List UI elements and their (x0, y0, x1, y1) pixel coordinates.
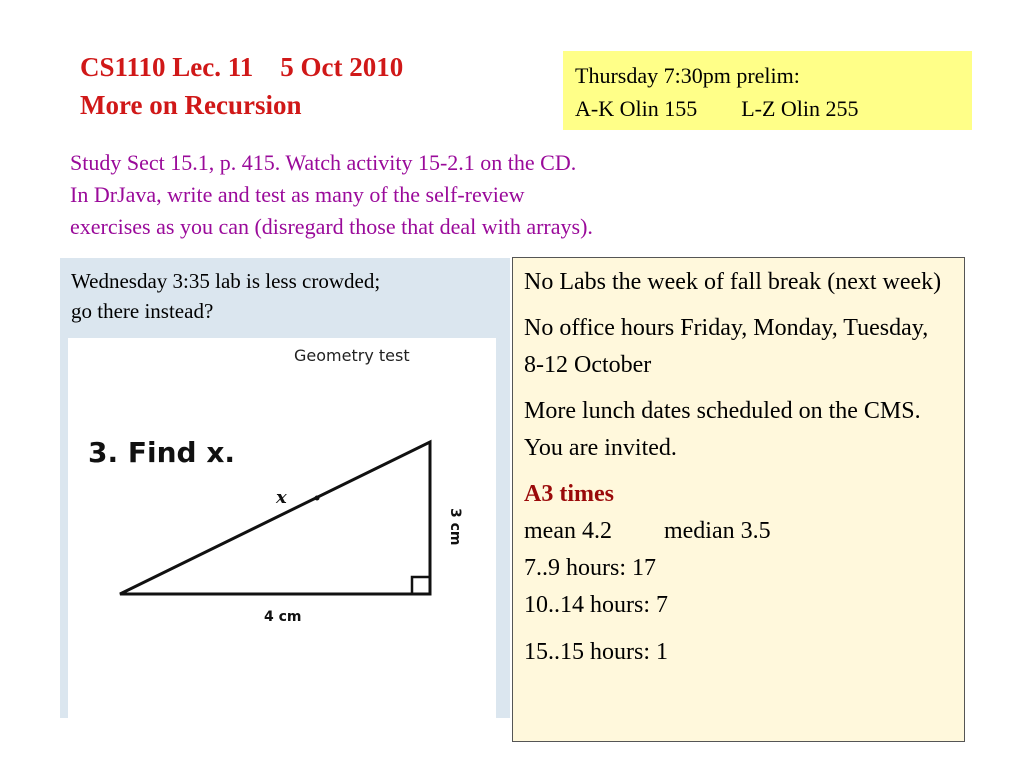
a3-range-1: 7..9 hours: 17 (524, 555, 656, 581)
study-instructions (70, 147, 770, 243)
right-angle-marker (412, 577, 430, 594)
a3-times-section (524, 476, 953, 671)
hypotenuse-label: x (276, 487, 287, 508)
labs-announcement: No Labs the week of fall break (next week) (524, 269, 942, 295)
office-hours-announcement: No office hours Friday, Monday, Tuesday, 8-12 October (524, 315, 929, 378)
study-line-1: Study Sect 15.1, p. 415. Watch activity 15-2.1 on the CD. (70, 150, 577, 175)
prelim-time: Thursday 7:30pm prelim: (575, 63, 800, 88)
lunch-announcement: More lunch dates scheduled on the CMS. You are invited. (524, 398, 921, 461)
base-side-label: 4 cm (264, 609, 302, 625)
lab-note-line-1: Wednesday 3:35 lab is less crowded; (71, 269, 381, 293)
question-label: 3. Find x. (88, 436, 236, 469)
a3-range-3: 15..15 hours: 1 (524, 639, 668, 665)
lab-note (60, 258, 510, 334)
a3-times-heading: A3 times (524, 481, 614, 507)
study-line-3: exercises as you can (disregard those that deal with arrays). (70, 214, 593, 239)
announcements-box (512, 257, 965, 742)
vertical-side-label: 3 cm (447, 508, 463, 546)
a3-mean: mean 4.2 (524, 518, 612, 544)
geometry-panel (60, 334, 510, 718)
a3-range-2: 10..14 hours: 7 (524, 592, 668, 618)
geometry-heading: Geometry test (294, 346, 410, 365)
study-line-2: In DrJava, write and test as many of the self-review (70, 182, 525, 207)
lecture-subtitle: More on Recursion (80, 90, 302, 120)
hypotenuse-dot (315, 496, 320, 501)
a3-median: median 3.5 (663, 518, 771, 544)
geometry-test-image (68, 338, 496, 718)
a3-stats-row (524, 513, 953, 550)
lecture-title: CS1110 Lec. 11 5 Oct 2010 (80, 52, 404, 82)
triangle-figure (68, 338, 496, 718)
lab-note-line-2: go there instead? (71, 299, 214, 323)
prelim-notice (563, 51, 972, 130)
prelim-rooms: A-K Olin 155 L-Z Olin 255 (575, 96, 859, 121)
